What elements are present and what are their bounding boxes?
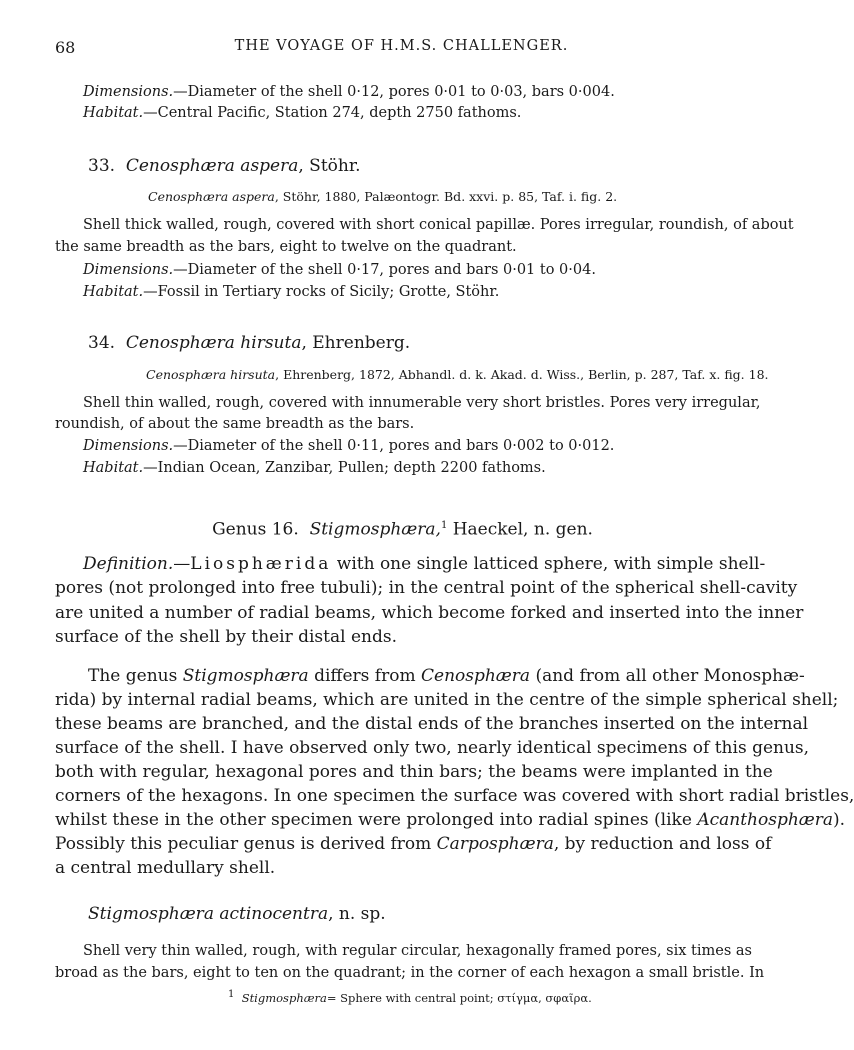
species-33-description-1: Shell thick walled, rough, covered with short conical papillæ. Pores irregular, roundish, of about	[83, 217, 794, 233]
definition-line-4: surface of the shell by their distal ends.	[55, 627, 397, 647]
prev-dimensions	[83, 82, 750, 102]
discussion-text: ).	[833, 810, 846, 830]
discussion-line-9: a central medullary shell.	[55, 858, 276, 878]
discussion-line-2: rida) by internal radial beams, which are united in the centre of the simple spherical shell;	[55, 690, 839, 710]
new-species-description-2: broad as the bars, eight to ten on the quadrant; in the corner of each hexagon a small bristle. In	[55, 965, 765, 981]
species-33-heading	[88, 156, 750, 176]
genus-ref: Carposphæra	[436, 834, 554, 854]
definition-dash: —	[173, 554, 191, 574]
discussion-text: whilst these in the other specimen were prolonged into radial spines (like	[55, 810, 692, 830]
discussion-line-3: these beams are branched, and the distal ends of the branches inserted on the internal	[55, 714, 809, 734]
dimensions-text: —Diameter of the shell 0·17, pores and bars 0·01 to 0·04.	[173, 262, 596, 278]
definition-line-1-rest: with one single latticed sphere, with simple shell-	[336, 554, 766, 574]
page-header	[55, 38, 748, 60]
dimensions-text: —Diameter of the shell 0·11, pores and bars 0·002 to 0·012.	[173, 438, 615, 454]
species-34-reference	[146, 365, 769, 385]
species-34-heading	[88, 333, 750, 353]
definition-label: Definition.	[83, 554, 174, 574]
species-number: 34.	[88, 333, 116, 353]
genus-name: Stigmosphæra,	[309, 519, 441, 540]
new-species-description-1: Shell very thin walled, rough, with regular circular, hexagonally framed pores, six times as	[83, 943, 752, 959]
new-species-suffix: , n. sp.	[328, 904, 386, 924]
footnote-mark: 1	[228, 989, 235, 1000]
footnote	[228, 985, 750, 1008]
footnote-text: = Sphere with central point; στίγμα, σφαῖρα.	[326, 990, 592, 1005]
species-number: 33.	[88, 156, 116, 176]
discussion-text: , by reduction and loss of	[553, 834, 772, 854]
genus-ref: Stigmosphæra	[182, 666, 309, 686]
habitat-label: Habitat.	[83, 284, 144, 300]
dimensions-label: Dimensions.	[83, 438, 174, 454]
genus-heading	[55, 516, 750, 540]
discussion-line-5: both with regular, hexagonal pores and thin bars; the beams were implanted in the	[55, 762, 773, 782]
habitat-text: —Fossil in Tertiary rocks of Sicily; Grotte, Stöhr.	[143, 284, 500, 300]
species-33-habitat	[83, 282, 750, 302]
running-title: THE VOYAGE OF H.M.S. CHALLENGER.	[234, 38, 569, 54]
dimensions-label: Dimensions.	[83, 84, 174, 100]
new-species-heading	[88, 904, 750, 924]
definition-spaced-word: Liosphærida	[190, 554, 332, 574]
reference-text: , Ehrenberg, 1872, Abhandl. d. k. Akad. d. Wiss., Berlin, p. 287, Taf. x. fig. 18.	[275, 367, 769, 382]
dimensions-label: Dimensions.	[83, 262, 174, 278]
discussion-line-8	[55, 834, 772, 854]
genus-prefix: Genus 16.	[212, 519, 299, 540]
dimensions-text: —Diameter of the shell 0·12, pores 0·01 to 0·03, bars 0·004.	[173, 84, 615, 100]
habitat-text: —Central Pacific, Station 274, depth 2750 fathoms.	[143, 105, 522, 121]
genus-author: Haeckel, n. gen.	[452, 519, 593, 540]
species-author: , Stöhr.	[298, 156, 361, 176]
genus-ref: Cenosphæra	[421, 666, 531, 686]
discussion-line-1	[88, 666, 805, 686]
new-species-name: Stigmosphæra actinocentra	[88, 904, 329, 924]
prev-habitat	[83, 103, 750, 123]
habitat-label: Habitat.	[83, 105, 144, 121]
genus-ref: Acanthosphæra	[697, 810, 834, 830]
definition-line-2: pores (not prolonged into free tubuli); in the central point of the spherical shell-cavity	[55, 578, 798, 598]
species-34-dimensions	[83, 436, 750, 456]
species-33-description-2: the same breadth as the bars, eight to twelve on the quadrant.	[55, 239, 517, 255]
species-name: Cenosphæra hirsuta	[125, 333, 302, 353]
footnote-mark: 1	[440, 520, 448, 531]
species-34-description-2: roundish, of about the same breadth as the bars.	[55, 416, 415, 432]
page-number: 68	[55, 38, 76, 57]
definition-line-1	[83, 554, 766, 574]
species-author: , Ehrenberg.	[301, 333, 411, 353]
discussion-line-6: corners of the hexagons. In one specimen the surface was covered with short radial bristles,	[55, 786, 854, 806]
species-34-description-1: Shell thin walled, rough, covered with innumerable very short bristles. Pores very irregular,	[83, 395, 761, 411]
habitat-label: Habitat.	[83, 460, 144, 476]
definition-line-3: are united a number of radial beams, which become forked and inserted into the inner	[55, 603, 804, 623]
species-33-reference	[148, 187, 750, 207]
species-33-dimensions	[83, 260, 750, 280]
discussion-text: (and from all other Monosphæ-	[535, 666, 805, 686]
reference-text: , Stöhr, 1880, Palæontogr. Bd. xxvi. p. 85, Taf. i. fig. 2.	[274, 189, 618, 204]
discussion-line-4: surface of the shell. I have observed only two, nearly identical specimens of this genus,	[55, 738, 810, 758]
reference-name: Cenosphæra hirsuta	[146, 367, 276, 382]
discussion-text: The genus	[88, 666, 178, 686]
species-34-habitat	[83, 458, 750, 478]
species-name: Cenosphæra aspera	[125, 156, 299, 176]
habitat-text: —Indian Ocean, Zanzibar, Pullen; depth 2200 fathoms.	[143, 460, 546, 476]
footnote-term: Stigmosphæra	[241, 990, 327, 1005]
reference-name: Cenosphæra aspera	[148, 189, 275, 204]
discussion-text: differs from	[314, 666, 416, 686]
discussion-line-7	[55, 810, 846, 830]
discussion-text: Possibly this peculiar genus is derived from	[55, 834, 432, 854]
